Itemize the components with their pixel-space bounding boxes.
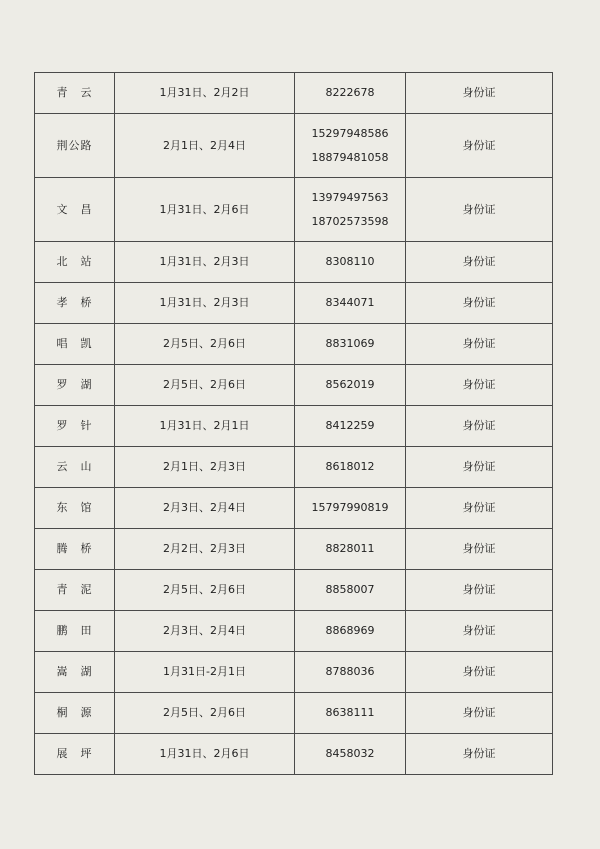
table-row [35, 406, 553, 447]
dates-cell: 2月1日、2月4日 [115, 114, 295, 178]
location-name-cell: 桐 源 [35, 693, 115, 734]
location-name-cell: 荆公路 [35, 114, 115, 178]
phone-number: 8858007 [325, 583, 375, 597]
location-name-cell: 东 馆 [35, 488, 115, 529]
id-requirement-cell: 身份证 [406, 283, 553, 324]
id-requirement-cell: 身份证 [406, 652, 553, 693]
phone-cell [295, 283, 406, 324]
phone-cell [295, 570, 406, 611]
phone-number: 8344071 [325, 296, 375, 310]
location-name-cell: 青 泥 [35, 570, 115, 611]
phone-number: 8222678 [325, 86, 375, 100]
phone-cell [295, 488, 406, 529]
phone-cell [295, 693, 406, 734]
id-requirement-cell: 身份证 [406, 324, 553, 365]
phone-number: 8638111 [325, 706, 375, 720]
location-name-cell: 罗 湖 [35, 365, 115, 406]
dates-cell: 2月5日、2月6日 [115, 570, 295, 611]
phone-cell [295, 178, 406, 242]
table-body [35, 73, 553, 775]
table-row [35, 693, 553, 734]
location-name-cell: 青 云 [35, 73, 115, 114]
table-row [35, 365, 553, 406]
dates-cell: 1月31日、2月6日 [115, 734, 295, 775]
id-requirement-cell: 身份证 [406, 693, 553, 734]
dates-cell: 2月1日、2月3日 [115, 447, 295, 488]
id-requirement-cell: 身份证 [406, 406, 553, 447]
phone-number: 8412259 [325, 419, 375, 433]
phone-number: 8562019 [325, 378, 375, 392]
table-row [35, 529, 553, 570]
location-name-cell: 嵩 湖 [35, 652, 115, 693]
id-requirement-cell: 身份证 [406, 447, 553, 488]
table-row [35, 283, 553, 324]
id-requirement-cell: 身份证 [406, 73, 553, 114]
phone-number: 8831069 [325, 337, 375, 351]
location-name-cell: 云 山 [35, 447, 115, 488]
dates-cell: 2月5日、2月6日 [115, 365, 295, 406]
phone-cell [295, 324, 406, 365]
dates-cell: 2月5日、2月6日 [115, 693, 295, 734]
phone-cell [295, 73, 406, 114]
table-row [35, 447, 553, 488]
table-row [35, 570, 553, 611]
phone-number: 8828011 [325, 542, 375, 556]
phone-cell [295, 611, 406, 652]
id-requirement-cell: 身份证 [406, 365, 553, 406]
table-row [35, 734, 553, 775]
id-requirement-cell: 身份证 [406, 242, 553, 283]
phone-number: 8458032 [325, 747, 375, 761]
phone-cell [295, 114, 406, 178]
table-row [35, 178, 553, 242]
location-name-cell: 鹏 田 [35, 611, 115, 652]
phone-cell [295, 242, 406, 283]
dates-cell: 1月31日-2月1日 [115, 652, 295, 693]
phone-number: 15797990819 [311, 501, 389, 515]
phone-number: 18879481058 [311, 151, 389, 164]
table-row [35, 114, 553, 178]
id-requirement-cell: 身份证 [406, 114, 553, 178]
phone-cell [295, 652, 406, 693]
phone-number: 13979497563 [311, 190, 389, 204]
table-row [35, 611, 553, 652]
phone-cell [295, 734, 406, 775]
dates-cell: 2月3日、2月4日 [115, 488, 295, 529]
dates-cell: 2月2日、2月3日 [115, 529, 295, 570]
phone-cell [295, 447, 406, 488]
phone-number: 8868969 [325, 624, 375, 638]
id-requirement-cell: 身份证 [406, 529, 553, 570]
location-name-cell: 孝 桥 [35, 283, 115, 324]
dates-cell: 1月31日、2月3日 [115, 283, 295, 324]
table-row [35, 242, 553, 283]
phone-number: 18702573598 [311, 215, 389, 228]
phone-number: 8618012 [325, 460, 375, 474]
dates-cell: 1月31日、2月2日 [115, 73, 295, 114]
table-row [35, 488, 553, 529]
dates-cell: 2月3日、2月4日 [115, 611, 295, 652]
location-name-cell: 唱 凯 [35, 324, 115, 365]
location-name-cell: 罗 针 [35, 406, 115, 447]
location-name-cell: 腾 桥 [35, 529, 115, 570]
dates-cell: 1月31日、2月1日 [115, 406, 295, 447]
table-row [35, 324, 553, 365]
table-row [35, 73, 553, 114]
id-requirement-cell: 身份证 [406, 570, 553, 611]
id-requirement-cell: 身份证 [406, 734, 553, 775]
location-name-cell: 文 昌 [35, 178, 115, 242]
id-requirement-cell: 身份证 [406, 488, 553, 529]
phone-number: 8308110 [325, 255, 375, 269]
schedule-table [34, 72, 553, 775]
dates-cell: 1月31日、2月6日 [115, 178, 295, 242]
phone-number: 15297948586 [311, 126, 389, 140]
phone-cell [295, 529, 406, 570]
table-row [35, 652, 553, 693]
phone-number: 8788036 [325, 665, 375, 679]
phone-cell [295, 406, 406, 447]
location-name-cell: 北 站 [35, 242, 115, 283]
location-name-cell: 展 坪 [35, 734, 115, 775]
id-requirement-cell: 身份证 [406, 178, 553, 242]
dates-cell: 2月5日、2月6日 [115, 324, 295, 365]
phone-cell [295, 365, 406, 406]
dates-cell: 1月31日、2月3日 [115, 242, 295, 283]
id-requirement-cell: 身份证 [406, 611, 553, 652]
